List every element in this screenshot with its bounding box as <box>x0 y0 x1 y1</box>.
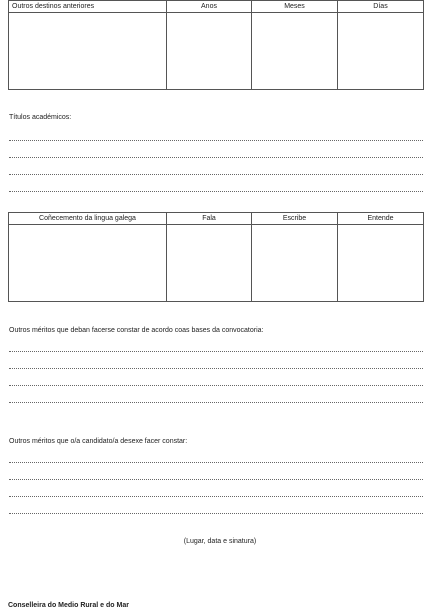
header-coñecemento: Coñecemento da lingua galega <box>9 213 167 225</box>
header-outros-destinos: Outros destinos anteriores <box>9 1 167 13</box>
cell-anos[interactable] <box>167 13 252 90</box>
previous-posts-table <box>8 0 424 90</box>
academic-titles-line-2[interactable] <box>9 157 423 158</box>
cell-outros-destinos[interactable] <box>9 13 167 90</box>
header-fala: Fala <box>167 213 252 225</box>
header-dias: Días <box>338 1 424 13</box>
header-escribe: Escribe <box>252 213 338 225</box>
academic-titles-line-1[interactable] <box>9 140 423 141</box>
footer-authority: Conselleira do Medio Rural e do Mar <box>8 602 129 609</box>
cell-coñecemento[interactable] <box>9 225 167 302</box>
cell-fala[interactable] <box>167 225 252 302</box>
candidate-merits-line-2[interactable] <box>9 479 423 480</box>
header-entende: Entende <box>338 213 424 225</box>
merits-by-rules-line-4[interactable] <box>9 402 423 403</box>
header-meses: Meses <box>252 1 338 13</box>
candidate-merits-line-1[interactable] <box>9 462 423 463</box>
academic-titles-line-4[interactable] <box>9 191 423 192</box>
cell-entende[interactable] <box>338 225 424 302</box>
header-anos: Anos <box>167 1 252 13</box>
cell-dias[interactable] <box>338 13 424 90</box>
merits-by-rules-line-2[interactable] <box>9 368 423 369</box>
candidate-merits-line-3[interactable] <box>9 496 423 497</box>
merits-by-rules-line-1[interactable] <box>9 351 423 352</box>
candidate-merits-label: Outros méritos que o/a candidato/a desexe facer constar: <box>9 438 188 445</box>
merits-by-rules-line-3[interactable] <box>9 385 423 386</box>
galician-language-table <box>8 212 424 302</box>
candidate-merits-line-4[interactable] <box>9 513 423 514</box>
merits-by-rules-label: Outros méritos que deban facerse constar de acordo coas bases da convocatoria: <box>9 327 264 334</box>
cell-meses[interactable] <box>252 13 338 90</box>
signature-hint: (Lugar, data e sinatura) <box>183 538 257 545</box>
academic-titles-line-3[interactable] <box>9 174 423 175</box>
cell-escribe[interactable] <box>252 225 338 302</box>
academic-titles-label: Títulos académicos: <box>9 114 72 121</box>
